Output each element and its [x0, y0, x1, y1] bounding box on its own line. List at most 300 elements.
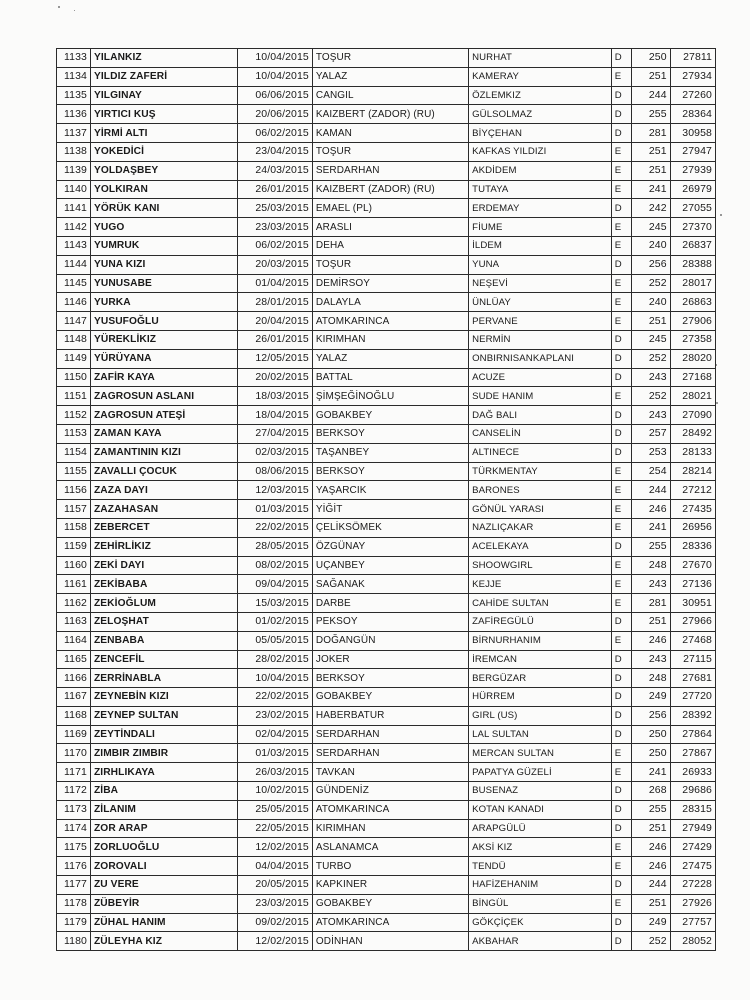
registry-id: 28133: [670, 443, 715, 462]
dam-name: TENDÜ: [469, 857, 612, 876]
sire-name: SERDARHAN: [312, 744, 468, 763]
horse-name: ZU VERE: [90, 876, 237, 895]
table-row: [57, 556, 716, 575]
dam-name: GÖNÜL YARASI: [469, 500, 612, 519]
sire-name: YİĞİT: [312, 500, 468, 519]
row-number: 1143: [57, 236, 91, 255]
row-number: 1158: [57, 518, 91, 537]
table-row: [57, 218, 716, 237]
dam-name: GÖKÇİÇEK: [469, 913, 612, 932]
horse-name: YUGO: [90, 218, 237, 237]
horse-name: ZÜBEYİR: [90, 894, 237, 913]
sire-name: YALAZ: [312, 67, 468, 86]
table-row: [57, 800, 716, 819]
registry-id: 30951: [670, 594, 715, 613]
horse-name: YILDIZ ZAFERİ: [90, 67, 237, 86]
sex-code: E: [611, 556, 631, 575]
birth-date: 12/05/2015: [238, 349, 313, 368]
horse-name: ZENBABA: [90, 631, 237, 650]
value-number: 240: [632, 236, 670, 255]
value-number: 243: [632, 406, 670, 425]
birth-date: 22/05/2015: [238, 819, 313, 838]
registry-id: 28020: [670, 349, 715, 368]
horse-registry-table: [56, 48, 716, 951]
table-row: [57, 744, 716, 763]
row-number: 1151: [57, 387, 91, 406]
birth-date: 23/02/2015: [238, 706, 313, 725]
dam-name: ZAFİREGÜLÜ: [469, 612, 612, 631]
registry-id: 27358: [670, 330, 715, 349]
table-row: [57, 612, 716, 631]
value-number: 244: [632, 876, 670, 895]
horse-name: YUMRUK: [90, 236, 237, 255]
row-number: 1178: [57, 894, 91, 913]
sex-code: D: [611, 105, 631, 124]
value-number: 250: [632, 49, 670, 68]
registry-id: 30958: [670, 124, 715, 143]
sire-name: UÇANBEY: [312, 556, 468, 575]
registry-id: 27939: [670, 161, 715, 180]
sex-code: D: [611, 368, 631, 387]
sire-name: YAŞARCIK: [312, 481, 468, 500]
sex-code: E: [611, 462, 631, 481]
value-number: 254: [632, 462, 670, 481]
dam-name: AKDİDEM: [469, 161, 612, 180]
horse-name: ZEKİOĞLUM: [90, 594, 237, 613]
table-row: [57, 782, 716, 801]
birth-date: 20/03/2015: [238, 255, 313, 274]
sire-name: DOĞANGÜN: [312, 631, 468, 650]
dam-name: İLDEM: [469, 236, 612, 255]
registry-id: 26863: [670, 293, 715, 312]
horse-name: ZİLANIM: [90, 800, 237, 819]
sex-code: E: [611, 218, 631, 237]
horse-name: ZIRHLIKAYA: [90, 763, 237, 782]
horse-name: YIRTICI KUŞ: [90, 105, 237, 124]
sire-name: ÇELİKSÖMEK: [312, 518, 468, 537]
table-row: [57, 255, 716, 274]
horse-name: ZEBERCET: [90, 518, 237, 537]
sire-name: ATOMKARINCA: [312, 312, 468, 331]
table-row: [57, 650, 716, 669]
sire-name: GOBAKBEY: [312, 688, 468, 707]
sex-code: D: [611, 650, 631, 669]
sex-code: D: [611, 49, 631, 68]
horse-name: ZORLUOĞLU: [90, 838, 237, 857]
horse-name: ZENCEFİL: [90, 650, 237, 669]
birth-date: 01/04/2015: [238, 274, 313, 293]
horse-name: YÖRÜK KANI: [90, 199, 237, 218]
row-number: 1165: [57, 650, 91, 669]
table-row: [57, 706, 716, 725]
table-row: [57, 424, 716, 443]
sire-name: ASLANAMCA: [312, 838, 468, 857]
dam-name: ACELEKAYA: [469, 537, 612, 556]
registry-id: 27906: [670, 312, 715, 331]
birth-date: 27/04/2015: [238, 424, 313, 443]
table-row: [57, 274, 716, 293]
registry-id: 28364: [670, 105, 715, 124]
horse-name: ZOR ARAP: [90, 819, 237, 838]
horse-name: ZAMAN KAYA: [90, 424, 237, 443]
birth-date: 23/03/2015: [238, 218, 313, 237]
registry-id: 27136: [670, 575, 715, 594]
horse-name: ZAVALLI ÇOCUK: [90, 462, 237, 481]
registry-id: 28388: [670, 255, 715, 274]
registry-id: 27926: [670, 894, 715, 913]
birth-date: 05/05/2015: [238, 631, 313, 650]
table-row: [57, 518, 716, 537]
row-number: 1152: [57, 406, 91, 425]
dam-name: ALTINECE: [469, 443, 612, 462]
sire-name: ÖZGÜNAY: [312, 537, 468, 556]
dam-name: ACUZE: [469, 368, 612, 387]
dam-name: HAFİZEHANIM: [469, 876, 612, 895]
row-number: 1140: [57, 180, 91, 199]
registry-id: 27212: [670, 481, 715, 500]
row-number: 1164: [57, 631, 91, 650]
value-number: 251: [632, 67, 670, 86]
table-row: [57, 105, 716, 124]
value-number: 251: [632, 161, 670, 180]
birth-date: 20/05/2015: [238, 876, 313, 895]
horse-name: ZEKİBABA: [90, 575, 237, 594]
sire-name: DARBE: [312, 594, 468, 613]
birth-date: 23/03/2015: [238, 894, 313, 913]
birth-date: 10/02/2015: [238, 782, 313, 801]
row-number: 1153: [57, 424, 91, 443]
registry-id: 27475: [670, 857, 715, 876]
birth-date: 10/04/2015: [238, 669, 313, 688]
sire-name: ATOMKARINCA: [312, 800, 468, 819]
dam-name: KEJJE: [469, 575, 612, 594]
sire-name: HABERBATUR: [312, 706, 468, 725]
table-row: [57, 86, 716, 105]
dam-name: NERMİN: [469, 330, 612, 349]
dam-name: TÜRKMENTAY: [469, 462, 612, 481]
sire-name: KAPKINER: [312, 876, 468, 895]
sex-code: E: [611, 631, 631, 650]
registry-id: 26933: [670, 763, 715, 782]
sire-name: CANGIL: [312, 86, 468, 105]
sire-name: JOKER: [312, 650, 468, 669]
sire-name: TOŞUR: [312, 255, 468, 274]
birth-date: 06/02/2015: [238, 236, 313, 255]
birth-date: 22/02/2015: [238, 518, 313, 537]
sex-code: D: [611, 669, 631, 688]
birth-date: 09/02/2015: [238, 913, 313, 932]
table-row: [57, 312, 716, 331]
dam-name: KAMERAY: [469, 67, 612, 86]
value-number: 281: [632, 124, 670, 143]
sex-code: E: [611, 838, 631, 857]
table-row: [57, 406, 716, 425]
horse-name: ZEYNEP SULTAN: [90, 706, 237, 725]
registry-id: 27867: [670, 744, 715, 763]
row-number: 1161: [57, 575, 91, 594]
value-number: 245: [632, 330, 670, 349]
birth-date: 28/05/2015: [238, 537, 313, 556]
registry-id: 27429: [670, 838, 715, 857]
registry-id: 27115: [670, 650, 715, 669]
sire-name: GOBAKBEY: [312, 894, 468, 913]
registry-id: 28336: [670, 537, 715, 556]
birth-date: 12/02/2015: [238, 932, 313, 951]
table-row: [57, 481, 716, 500]
sex-code: D: [611, 932, 631, 951]
birth-date: 24/03/2015: [238, 161, 313, 180]
value-number: 251: [632, 612, 670, 631]
dam-name: TUTAYA: [469, 180, 612, 199]
birth-date: 25/05/2015: [238, 800, 313, 819]
table-row: [57, 293, 716, 312]
birth-date: 01/03/2015: [238, 500, 313, 519]
value-number: 253: [632, 443, 670, 462]
birth-date: 10/04/2015: [238, 67, 313, 86]
sex-code: D: [611, 876, 631, 895]
dam-name: KAFKAS YILDIZI: [469, 142, 612, 161]
value-number: 252: [632, 932, 670, 951]
table-row: [57, 575, 716, 594]
birth-date: 08/02/2015: [238, 556, 313, 575]
table-row: [57, 161, 716, 180]
dam-name: FİUME: [469, 218, 612, 237]
sex-code: E: [611, 763, 631, 782]
row-number: 1173: [57, 800, 91, 819]
sire-name: KAIZBERT (ZADOR) (RU): [312, 105, 468, 124]
birth-date: 22/02/2015: [238, 688, 313, 707]
sex-code: E: [611, 180, 631, 199]
horse-name: ZAZA DAYI: [90, 481, 237, 500]
registry-id: 28021: [670, 387, 715, 406]
value-number: 252: [632, 387, 670, 406]
registry-id: 27934: [670, 67, 715, 86]
row-number: 1147: [57, 312, 91, 331]
horse-name: ZAGROSUN ATEŞİ: [90, 406, 237, 425]
sex-code: D: [611, 124, 631, 143]
table-row: [57, 330, 716, 349]
dam-name: ÖZLEMKIZ: [469, 86, 612, 105]
birth-date: 18/03/2015: [238, 387, 313, 406]
sex-code: D: [611, 330, 631, 349]
sex-code: E: [611, 744, 631, 763]
birth-date: 04/04/2015: [238, 857, 313, 876]
registry-id: 27947: [670, 142, 715, 161]
value-number: 251: [632, 894, 670, 913]
sire-name: DEHA: [312, 236, 468, 255]
birth-date: 28/02/2015: [238, 650, 313, 669]
row-number: 1163: [57, 612, 91, 631]
dam-name: İREMCAN: [469, 650, 612, 669]
sex-code: D: [611, 537, 631, 556]
value-number: 241: [632, 518, 670, 537]
sex-code: E: [611, 575, 631, 594]
sire-name: YALAZ: [312, 349, 468, 368]
sire-name: DEMİRSOY: [312, 274, 468, 293]
horse-name: ZAFİR KAYA: [90, 368, 237, 387]
table-row: [57, 631, 716, 650]
row-number: 1166: [57, 669, 91, 688]
dam-name: SHOOWGIRL: [469, 556, 612, 575]
value-number: 242: [632, 199, 670, 218]
row-number: 1168: [57, 706, 91, 725]
row-number: 1160: [57, 556, 91, 575]
birth-date: 12/03/2015: [238, 481, 313, 500]
row-number: 1170: [57, 744, 91, 763]
sex-code: D: [611, 819, 631, 838]
value-number: 246: [632, 500, 670, 519]
table-row: [57, 49, 716, 68]
value-number: 250: [632, 725, 670, 744]
horse-name: ZOROVALI: [90, 857, 237, 876]
registry-id: 28214: [670, 462, 715, 481]
row-number: 1141: [57, 199, 91, 218]
table-row: [57, 500, 716, 519]
registry-id: 28315: [670, 800, 715, 819]
row-number: 1133: [57, 49, 91, 68]
sex-code: E: [611, 894, 631, 913]
sex-code: D: [611, 706, 631, 725]
sex-code: E: [611, 236, 631, 255]
registry-id: 27055: [670, 199, 715, 218]
sex-code: D: [611, 913, 631, 932]
registry-id: 27370: [670, 218, 715, 237]
sex-code: E: [611, 67, 631, 86]
value-number: 255: [632, 537, 670, 556]
birth-date: 18/04/2015: [238, 406, 313, 425]
row-number: 1162: [57, 594, 91, 613]
sire-name: EMAEL (PL): [312, 199, 468, 218]
sire-name: TOŞUR: [312, 142, 468, 161]
value-number: 241: [632, 180, 670, 199]
row-number: 1179: [57, 913, 91, 932]
birth-date: 10/04/2015: [238, 49, 313, 68]
sire-name: KIRIMHAN: [312, 819, 468, 838]
sex-code: D: [611, 688, 631, 707]
table-row: [57, 368, 716, 387]
value-number: 251: [632, 819, 670, 838]
registry-id: 28052: [670, 932, 715, 951]
sex-code: D: [611, 725, 631, 744]
birth-date: 09/04/2015: [238, 575, 313, 594]
row-number: 1177: [57, 876, 91, 895]
row-number: 1148: [57, 330, 91, 349]
row-number: 1157: [57, 500, 91, 519]
dam-name: LAL SULTAN: [469, 725, 612, 744]
registry-id: 27228: [670, 876, 715, 895]
sire-name: TURBO: [312, 857, 468, 876]
sex-code: E: [611, 518, 631, 537]
registry-id: 26979: [670, 180, 715, 199]
birth-date: 28/01/2015: [238, 293, 313, 312]
sire-name: KAMAN: [312, 124, 468, 143]
registry-id: 27811: [670, 49, 715, 68]
horse-name: YUNA KIZI: [90, 255, 237, 274]
sire-name: ATOMKARINCA: [312, 913, 468, 932]
row-number: 1134: [57, 67, 91, 86]
registry-id: 27681: [670, 669, 715, 688]
dam-name: ERDEMAY: [469, 199, 612, 218]
sex-code: E: [611, 481, 631, 500]
sex-code: D: [611, 800, 631, 819]
sire-name: TAŞANBEY: [312, 443, 468, 462]
horse-name: YUSUFOĞLU: [90, 312, 237, 331]
horse-name: ZEYNEBİN KIZI: [90, 688, 237, 707]
row-number: 1137: [57, 124, 91, 143]
dam-name: ARAPGÜLÜ: [469, 819, 612, 838]
sex-code: D: [611, 443, 631, 462]
registry-id: 27720: [670, 688, 715, 707]
horse-name: YÜREKLİKIZ: [90, 330, 237, 349]
row-number: 1180: [57, 932, 91, 951]
table-row: [57, 894, 716, 913]
value-number: 257: [632, 424, 670, 443]
table-row: [57, 838, 716, 857]
horse-name: YOKEDİCİ: [90, 142, 237, 161]
horse-name: YUNUSABE: [90, 274, 237, 293]
horse-name: YÜRÜYANA: [90, 349, 237, 368]
sex-code: D: [611, 612, 631, 631]
table-row: [57, 913, 716, 932]
sire-name: SAĞANAK: [312, 575, 468, 594]
horse-name: YILANKIZ: [90, 49, 237, 68]
dam-name: NEŞEVİ: [469, 274, 612, 293]
value-number: 256: [632, 706, 670, 725]
registry-id: 27435: [670, 500, 715, 519]
birth-date: 01/02/2015: [238, 612, 313, 631]
birth-date: 12/02/2015: [238, 838, 313, 857]
row-number: 1142: [57, 218, 91, 237]
value-number: 255: [632, 800, 670, 819]
registry-id: 27757: [670, 913, 715, 932]
birth-date: 20/02/2015: [238, 368, 313, 387]
table-row: [57, 876, 716, 895]
sex-code: E: [611, 500, 631, 519]
table-row: [57, 932, 716, 951]
registry-id: 27468: [670, 631, 715, 650]
value-number: 281: [632, 594, 670, 613]
dam-name: BİYÇEHAN: [469, 124, 612, 143]
table-row: [57, 67, 716, 86]
table-row: [57, 180, 716, 199]
registry-id: 27090: [670, 406, 715, 425]
value-number: 246: [632, 631, 670, 650]
table-row: [57, 462, 716, 481]
registry-id: 27966: [670, 612, 715, 631]
dam-name: AKSİ KIZ: [469, 838, 612, 857]
sire-name: BERKSOY: [312, 669, 468, 688]
horse-name: ZAGROSUN ASLANI: [90, 387, 237, 406]
sire-name: TOŞUR: [312, 49, 468, 68]
dam-name: PERVANE: [469, 312, 612, 331]
value-number: 246: [632, 838, 670, 857]
dam-name: SUDE HANIM: [469, 387, 612, 406]
table-row: [57, 594, 716, 613]
sex-code: E: [611, 293, 631, 312]
row-number: 1175: [57, 838, 91, 857]
sex-code: D: [611, 199, 631, 218]
value-number: 241: [632, 763, 670, 782]
birth-date: 06/02/2015: [238, 124, 313, 143]
dam-name: HÜRREM: [469, 688, 612, 707]
value-number: 249: [632, 913, 670, 932]
registry-table-body: [57, 49, 716, 951]
table-row: [57, 236, 716, 255]
dam-name: GÜLSOLMAZ: [469, 105, 612, 124]
horse-name: YİRMİ ALTI: [90, 124, 237, 143]
dam-name: MERCAN SULTAN: [469, 744, 612, 763]
table-row: [57, 688, 716, 707]
